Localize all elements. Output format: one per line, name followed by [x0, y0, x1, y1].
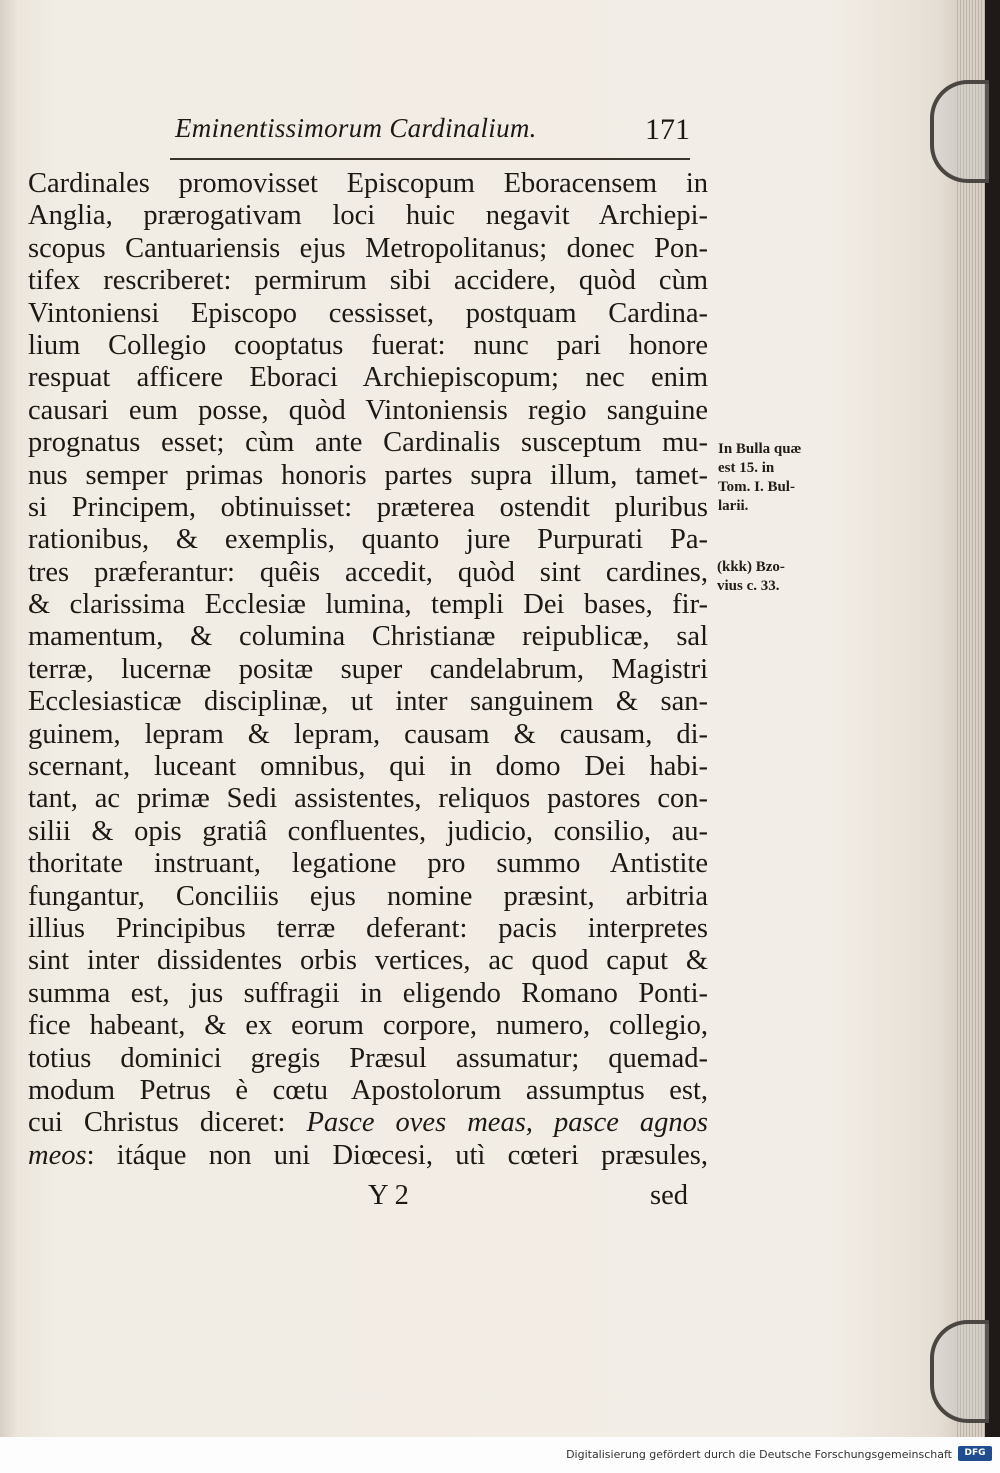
margin-note-line: Tom. I. Bul-: [718, 479, 795, 495]
running-header: [170, 108, 690, 160]
text-line: fice habeant, & ex eorum corpore, numero, collegio,: [28, 1010, 708, 1042]
margin-note-line: larii.: [718, 498, 749, 514]
margin-note-line: In Bulla quæ: [718, 441, 802, 457]
margin-note-line: est 15. in: [718, 460, 775, 476]
text-line: Ecclesiasticæ disciplinæ, ut inter sanguinem & san-: [28, 686, 708, 718]
text-line: Vintoniensi Episcopo cessisset, postquam Cardina-: [28, 297, 708, 329]
text-line: lium Collegio cooptatus fuerat: nunc pari honore: [28, 329, 708, 361]
body-text: [28, 168, 708, 1172]
margin-note: [717, 558, 785, 596]
text-line: tifex rescriberet: permirum sibi accidere, quòd cùm: [28, 265, 708, 297]
text-line: Cardinales promovisset Episcopum Eboracensem in: [28, 168, 708, 199]
text-roman: cui Christus diceret:: [28, 1107, 307, 1139]
text-line: totius dominici gregis Præsul assumatur; quemad-: [28, 1042, 708, 1074]
margin-note-line: vius c. 33.: [717, 578, 780, 594]
text-line: tres præferantur: quêis accedit, quòd sint cardines,: [28, 556, 708, 588]
text-line: prognatus esset; cùm ante Cardinalis susceptum mu-: [28, 427, 708, 459]
footer-bar: [0, 1437, 1000, 1473]
page-edges: [955, 0, 985, 1437]
text-line: silii & opis gratiâ confluentes, judicio, consilio, au-: [28, 815, 708, 847]
text-line: tant, ac primæ Sedi assistentes, reliquos pastores con-: [28, 783, 708, 815]
text-line: causari eum posse, quòd Vintoniensis regio sanguine: [28, 394, 708, 426]
funding-credit: Digitalisierung gefördert durch die Deutsche Forschungsgemeinschaft: [566, 1448, 952, 1461]
text-line: si Principem, obtinuisset: præterea ostendit pluribus: [28, 491, 708, 523]
page-foot: [28, 1180, 688, 1216]
text-line: sint inter dissidentes orbis vertices, ac quod caput &: [28, 945, 708, 977]
text-line: scopus Cantuariensis ejus Metropolitanus; donec Pon-: [28, 232, 708, 264]
header-rule: [170, 158, 690, 160]
text-line: rationibus, & exemplis, quanto jure Purpurati Pa-: [28, 524, 708, 556]
text-line-mixed: [28, 1140, 708, 1172]
dfg-logo-icon: DFG: [958, 1446, 992, 1461]
text-line: modum Petrus è cœtu Apostolorum assumptus est,: [28, 1074, 708, 1106]
page-clip-top: [930, 80, 989, 183]
text-line: illius Principibus terræ deferant: pacis interpretes: [28, 912, 708, 944]
text-italic-quote: meos: [28, 1139, 87, 1171]
text-line: guinem, lepram & lepram, causam & causam, di-: [28, 718, 708, 750]
text-line: nus semper primas honoris partes supra illum, tamet-: [28, 459, 708, 491]
running-title: Eminentissimorum Cardinalium.: [175, 113, 537, 143]
text-line-mixed: [28, 1107, 708, 1139]
signature-mark: Y 2: [368, 1180, 409, 1211]
text-line: respuat afficere Eboraci Archiepiscopum; nec enim: [28, 362, 708, 394]
text-line: & clarissima Ecclesiæ lumina, templi Dei bases, fir-: [28, 589, 708, 621]
text-italic-quote: Pasce oves meas, pasce agnos: [306, 1107, 709, 1139]
text-line: terræ, lucernæ positæ super candelabrum, Magistri: [28, 653, 708, 685]
text-roman: : itáque non uni Diœcesi, utì cœteri præsules,: [86, 1139, 708, 1171]
text-line: scernant, luceant omnibus, qui in domo Dei habi-: [28, 751, 708, 783]
text-line: fungantur, Conciliis ejus nomine præsint, arbitria: [28, 880, 708, 912]
margin-note: [718, 440, 801, 516]
text-line: thoritate instruant, legatione pro summo Antistite: [28, 848, 708, 880]
catchword: sed: [650, 1180, 688, 1211]
margin-note-line: (kkk) Bzo-: [717, 559, 785, 575]
page-clip-bottom: [930, 1320, 989, 1423]
text-line: summa est, jus suffragii in eligendo Romano Ponti-: [28, 977, 708, 1009]
text-line: mamentum, & columina Christianæ reipublicæ, sal: [28, 621, 708, 653]
page-number: 171: [645, 113, 690, 146]
text-line: Anglia, prærogativam loci huic negavit Archiepi-: [28, 200, 708, 232]
